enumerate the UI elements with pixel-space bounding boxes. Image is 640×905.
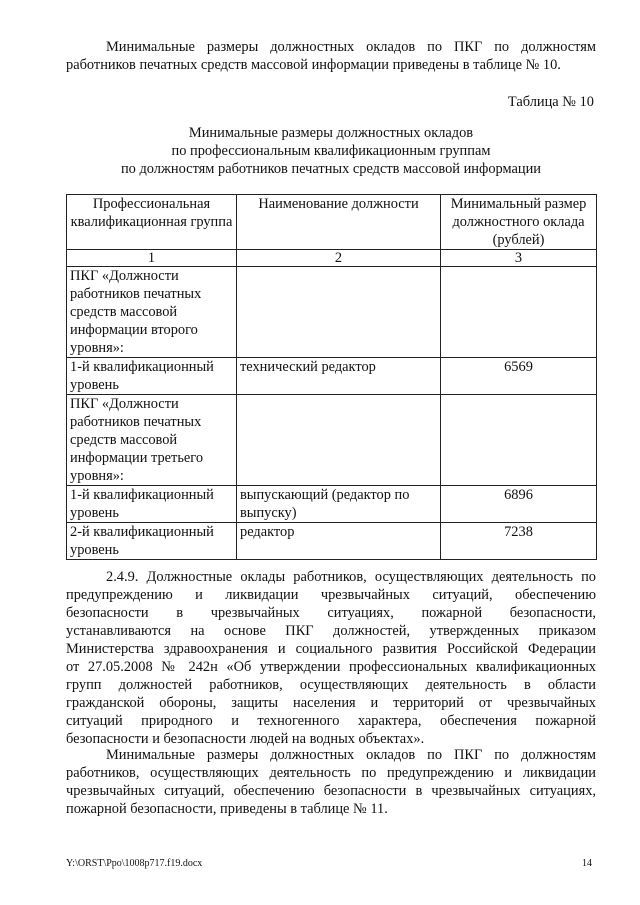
paragraph-line: от 27.05.2008 № 242н «Об утверждении профессиональных квалификационных [66, 659, 596, 675]
cell-group: 2-й квалификационный уровень [67, 523, 237, 560]
paragraph-line: безопасности в чрезвычайных ситуациях, пожарной безопасности, [66, 605, 596, 621]
paragraph-line: Минимальные размеры должностных окладов по ПКГ по должностям [106, 747, 596, 763]
table-title [66, 124, 596, 178]
cell-position [237, 267, 441, 358]
cell-group: ПКГ «Должности работников печатных средств массовой информации второго уровня»: [67, 267, 237, 358]
cell-salary [441, 267, 597, 358]
salary-table [66, 194, 597, 560]
table-caption: Таблица № 10 [507, 94, 594, 110]
table-title-line: по должностям работников печатных средств массовой информации [120, 161, 542, 177]
table-number-row [67, 250, 597, 267]
cell-group: ПКГ «Должности работников печатных средств массовой информации третьего уровня»: [67, 395, 237, 486]
intro-line: Минимальные размеры должностных окладов по ПКГ по должностям [106, 39, 596, 55]
paragraph-line: групп должностей работников, осуществляющих деятельность в области [66, 677, 596, 693]
intro-paragraph [66, 38, 596, 74]
table-row [67, 358, 597, 395]
paragraph-line: гражданской обороны, защиты населения и территорий от чрезвычайных [66, 695, 596, 711]
cell-group: 1-й квалификационный уровень [67, 486, 237, 523]
paragraph-line: работников, осуществляющих деятельность по предупреждению и ликвидации [66, 765, 596, 781]
cell-salary: 7238 [441, 523, 597, 560]
cell-salary [441, 395, 597, 486]
intro-line: работников печатных средств массовой информации приведены в таблице № 10. [66, 57, 561, 73]
cell-position: технический редактор [237, 358, 441, 395]
cell-salary: 6896 [441, 486, 597, 523]
paragraph-line: предупреждению и ликвидации чрезвычайных ситуаций, обеспечению [66, 587, 596, 603]
paragraph-line: чрезвычайных ситуаций, обеспечению безопасности в чрезвычайных ситуациях, [66, 783, 596, 799]
paragraph-line: пожарной безопасности, приведены в таблице № 11. [66, 801, 388, 817]
paragraph-line: 2.4.9. Должностные оклады работников, осуществляющих деятельность по [106, 569, 596, 585]
paragraph-line: Министерства здравоохранения и социального развития Российской Федерации [66, 641, 596, 657]
cell-position: редактор [237, 523, 441, 560]
paragraph-2-4-9 [66, 568, 596, 748]
column-number: 1 [67, 250, 237, 267]
header-position: Наименование должности [237, 195, 441, 250]
column-number: 2 [237, 250, 441, 267]
header-salary: Минимальный размер должностного оклада (рублей) [441, 195, 597, 250]
table-title-line: по профессиональным квалификационным группам [171, 143, 491, 159]
table-row [67, 395, 597, 486]
cell-position [237, 395, 441, 486]
paragraph-table-11-intro [66, 746, 596, 818]
table-title-line: Минимальные размеры должностных окладов [188, 125, 474, 141]
paragraph-line: устанавливаются на основе ПКГ должностей, утвержденных приказом [66, 623, 596, 639]
table-row [67, 523, 597, 560]
cell-salary: 6569 [441, 358, 597, 395]
cell-group: 1-й квалификационный уровень [67, 358, 237, 395]
table-row [67, 267, 597, 358]
header-group: Профессиональная квалификационная группа [67, 195, 237, 250]
column-number: 3 [441, 250, 597, 267]
footer-page-number: 14 [582, 858, 592, 869]
paragraph-line: ситуаций природного и техногенного характера, обеспечения пожарной [66, 713, 596, 729]
footer-file-path: Y:\ORST\Ppo\1008p717.f19.docx [66, 858, 203, 869]
table-header-row [67, 195, 597, 250]
table-row [67, 486, 597, 523]
cell-position: выпускающий (редактор по выпуску) [237, 486, 441, 523]
paragraph-line: безопасности и безопасности людей на водных объектах». [66, 731, 425, 747]
